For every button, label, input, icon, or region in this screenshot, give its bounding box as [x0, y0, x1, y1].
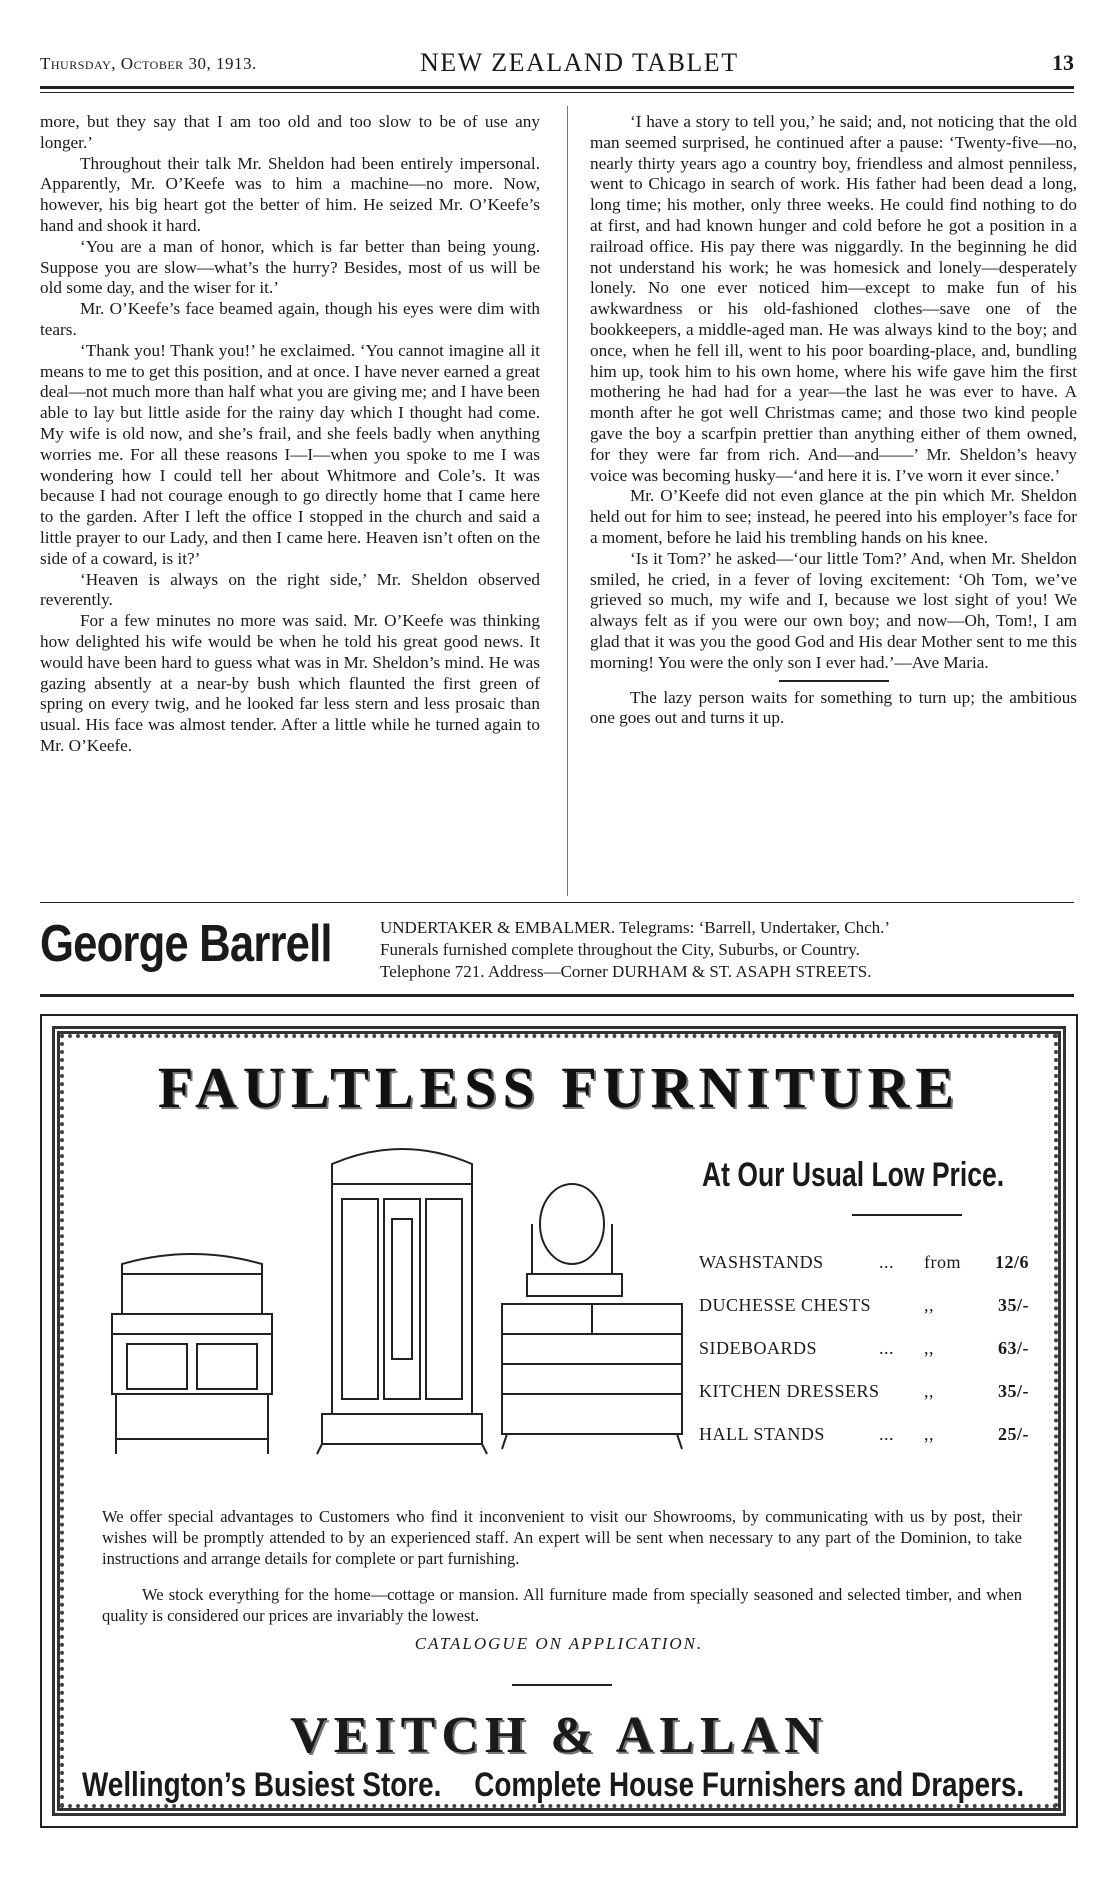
item-price: 35/- — [998, 1295, 1029, 1315]
issue-date: Thursday, October 30, 1913. — [40, 54, 257, 73]
column-divider — [567, 106, 568, 896]
paragraph: ‘I have a story to tell you,’ he said; and, not noticing that the old man seemed surprised, he continued after a pause: ‘Twenty-five—no, nearly thirty years ago a country boy, friendless and almost penniless, went to Chicago in search of work. His father had been dead a long, long time; his mother, only three weeks. He could find nothing to do at first, and had known hunger and cold before he got a position in a railroad office. His pay there was niggardly. In the beginning he did not understand his work; he was homesick and lonely—desperately lonely. No one ever noticed him—except to make fun of his awkwardness or his old-fashioned clothes—save one of the bookkeepers, a middle-aged man. He was always kind to the boy; and once, when he fell ill, went to his poor boarding-place, and, bundling him up, took him to his own home, where his wife gave him the first mothering he had had for a year—the last he was ever to have. A month after he got well Christmas came; and those two kind people gave the boy a scarfpin prettier than anything either of them owned, for they were far from rich. And—and——’ Mr. Sheldon’s heavy voice was becoming husky—‘and here it is. I’ve worn it ever since.’ — [590, 112, 1077, 485]
furniture-advertisement — [40, 1014, 1078, 1828]
item-from: from — [924, 1252, 961, 1272]
barrell-line-1: UNDERTAKER & EMBALMER. Telegrams: ‘Barrell, Undertaker, Chch.’ — [380, 918, 891, 937]
price-list — [699, 1252, 1029, 1467]
paragraph: Throughout their talk Mr. Sheldon had been entirely impersonal. Apparently, Mr. O’Keefe was to him a machine—no more. Now, however, his big heart got the better of him. He seized Mr. O’Keefe’s hand and shook it hard. — [40, 153, 540, 235]
item-price: 25/- — [998, 1424, 1029, 1444]
paragraph: more, but they say that I am too old and too slow to be of use any longer.’ — [40, 112, 540, 152]
item-name: WASHSTANDS — [699, 1252, 824, 1272]
paragraph: Mr. O’Keefe did not even glance at the pin which Mr. Sheldon held out for him to see; instead, he peered into his employer’s face for a moment, before he laid his trembling hands on his knee. — [590, 486, 1077, 547]
barrell-advertisement — [40, 914, 1074, 990]
item-from: ,, — [924, 1424, 934, 1444]
item-price: 63/- — [998, 1338, 1029, 1358]
item-name: DUCHESSE CHESTS — [699, 1295, 872, 1315]
subhead-rule — [852, 1214, 962, 1216]
barrell-name: George Barrell — [40, 915, 332, 973]
item-dots: ,, — [924, 1295, 934, 1315]
newspaper-title: NEW ZEALAND TABLET — [420, 48, 739, 77]
item-dots: ... — [879, 1338, 894, 1358]
item-from: ,, — [924, 1338, 934, 1358]
catalogue-notice: CATALOGUE ON APPLICATION. — [414, 1634, 704, 1653]
paragraph: ‘You are a man of honor, which is far better than being young. Suppose you are slow—what’s the hurry? Besides, most of us will be old some day, and the wiser for it.’ — [40, 236, 540, 298]
ad-body-stock: We stock everything for the home—cottage or mansion. All furniture made from specially seasoned and selected timber, and when quality is considered our prices are invariably the lowest. — [102, 1585, 1022, 1625]
item-name: HALL STANDS — [699, 1424, 825, 1444]
price-row — [699, 1381, 1029, 1424]
filler-quote: The lazy person waits for something to turn up; the ambitious one goes out and turns it up. — [590, 687, 1077, 728]
tagline-store: Wellington’s Busiest Store. — [82, 1766, 442, 1804]
section-rule — [40, 994, 1074, 997]
ad-body-postal: We offer special advantages to Customers who find it inconvenient to visit our Showrooms, by communicating with us by post, their wishes will be promptly attended to by an experienced staff. An expert will be sent when necessary to any part of the Dominion, to take instructions and arrange details for complete or part furnishing. — [102, 1507, 1022, 1568]
story-column-left — [40, 112, 540, 757]
barrell-line-2: Funerals furnished complete throughout the City, Suburbs, or Country. — [380, 940, 860, 959]
price-row — [699, 1252, 1029, 1295]
price-row — [699, 1424, 1029, 1467]
price-row — [699, 1295, 1029, 1338]
ad-subhead: At Our Usual Low Price. — [702, 1156, 1005, 1194]
masthead-rule-thin — [40, 92, 1074, 93]
price-row — [699, 1338, 1029, 1381]
tagline-services: Complete House Furnishers and Drapers. — [474, 1766, 1025, 1804]
barrell-line-3: Telephone 721. Address—Corner DURHAM & ST. ASAPH STREETS. — [380, 962, 872, 981]
page-number: 13 — [1052, 50, 1074, 75]
furniture-illustration — [102, 1124, 732, 1474]
story-column-right — [590, 112, 1077, 729]
section-rule — [779, 680, 889, 682]
paragraph: Mr. O’Keefe’s face beamed again, though his eyes were dim with tears. — [40, 299, 540, 339]
item-price: 12/6 — [994, 1252, 1029, 1272]
item-price: 35/- — [998, 1381, 1029, 1401]
masthead-rule — [40, 86, 1074, 89]
brand-name: VEITCH & ALLAN — [290, 1707, 828, 1764]
ad-headline: FAULTLESS FURNITURE — [157, 1055, 961, 1120]
section-rule — [40, 902, 1074, 903]
item-dots: ... — [879, 1424, 894, 1444]
item-name: KITCHEN DRESSERS — [699, 1381, 880, 1401]
brand-tagline — [82, 1766, 1025, 1805]
item-name: SIDEBOARDS — [699, 1338, 818, 1358]
item-dots: ,, — [924, 1381, 934, 1401]
paragraph: ‘Is it Tom?’ he asked—‘our little Tom?’ And, when Mr. Sheldon smiled, he cried, in a fever of loving excitement: ‘Oh Tom, we’ve grieved so much, my wife and I, because we lost sight of you! We always felt as if you were our own boy; and now—Oh, Tom!, I am glad that it was you the good God and His dear Mother sent to me this morning! You were the only son I ever had.’—Ave Maria. — [590, 548, 1077, 672]
catalogue-rule — [512, 1684, 612, 1686]
paragraph: For a few minutes no more was said. Mr. O’Keefe was thinking how delighted his wife would be when he told his great good news. It would have been hard to guess what was in Mr. Sheldon’s mind. He was gazing absently at a near-by bush which flaunted the first green of spring on every twig, and he looked far less stern and less prosaic than usual. His face was almost tender. After a little while he turned again to Mr. O’Keefe. — [40, 611, 540, 755]
paragraph: ‘Thank you! Thank you!’ he exclaimed. ‘You cannot imagine all it means to me to get this position, and at once. I have never earned a great deal—not much more than half what you are giving me; and I have been able to lay but little aside for the rainy day which I thought had come. My wife is old now, and she’s frail, and she feels badly when anything worries me. For all these reasons I—I—when you spoke to me I was wondering how I could tell her about Whitmore and Cole’s. It was because I had not courage enough to go directly home that I came here to the garden. After I left the office I stopped in the church and said a little prayer to our Lady, and then I came here. Heaven isn’t often on the side of a coward, is it?’ — [40, 340, 540, 568]
masthead — [40, 48, 1074, 84]
paragraph: ‘Heaven is always on the right side,’ Mr. Sheldon observed reverently. — [40, 569, 540, 610]
item-dots: ... — [879, 1252, 894, 1272]
